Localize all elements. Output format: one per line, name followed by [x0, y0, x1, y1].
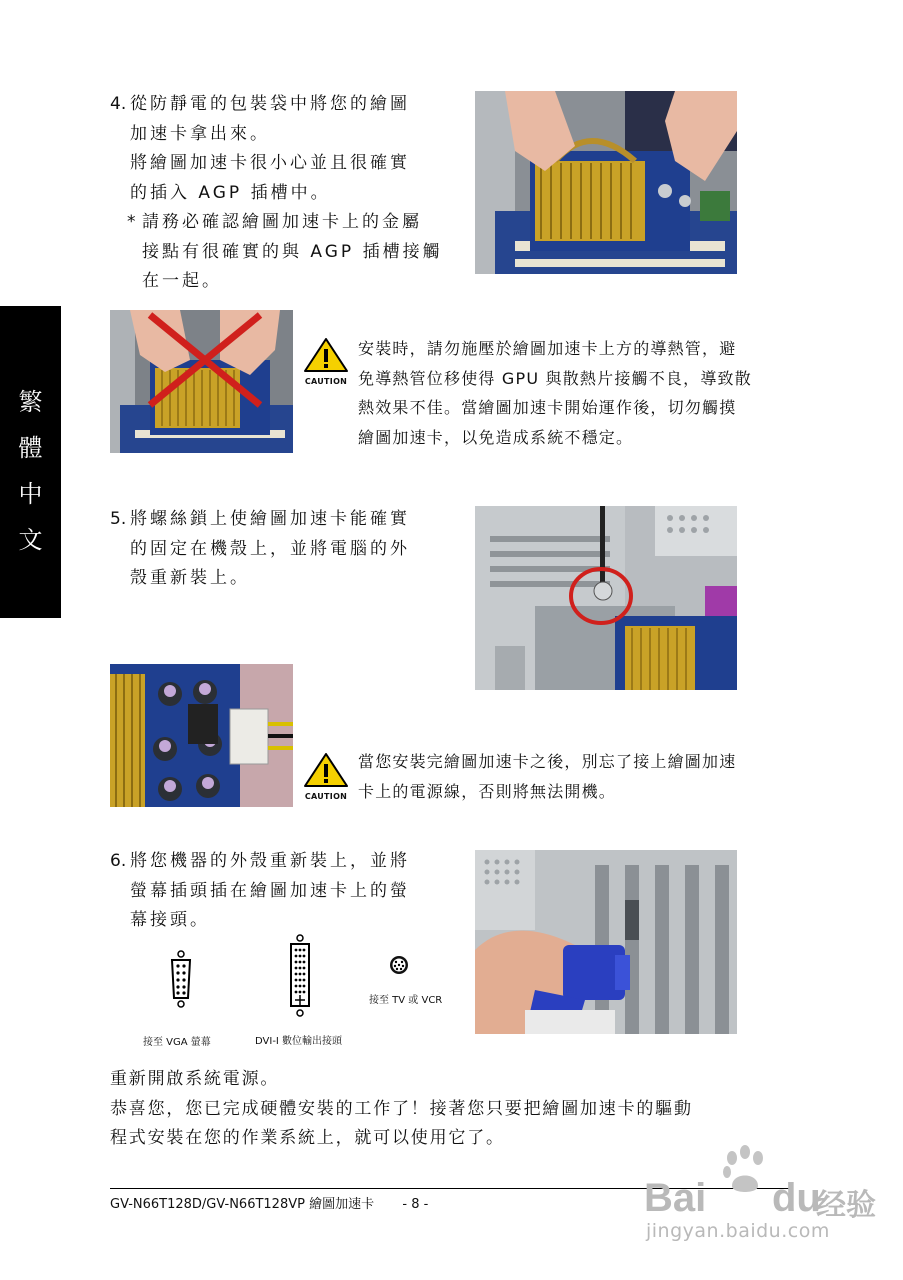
tv-out-connector-icon: [389, 955, 409, 979]
step-line: 將螺絲鎖上使繪圖加速卡能確實: [130, 509, 410, 529]
step-6-text: [110, 847, 410, 936]
side-tab-char: 體: [18, 434, 43, 462]
closing-text: [110, 1065, 693, 1154]
paw-icon: [720, 1144, 770, 1198]
photo-wrong-handling: [110, 310, 293, 453]
step-sub-line: 接點有很確實的與 AGP 插槽接觸: [142, 241, 443, 262]
caution-line: 熱效果不佳。當繪圖加速卡開始運作後，切勿觸摸: [358, 398, 737, 417]
tv-connector-label: 接至 TV 或 VCR: [369, 995, 443, 1006]
step-line: 將繪圖加速卡很小心並且很確實: [130, 153, 410, 173]
step-number: 4.: [110, 94, 127, 114]
step-line: 殼重新裝上。: [130, 568, 250, 588]
caution-line: 當您安裝完繪圖加速卡之後，別忘了接上繪圖加速: [358, 752, 737, 771]
dvi-connector-icon: [287, 934, 313, 1022]
caution-line: 免導熱管位移使得 GPU 與散熱片接觸不良，導致散: [358, 368, 752, 388]
caution-icon: [303, 752, 349, 801]
side-language-tab: [0, 306, 61, 618]
caution-line: 卡上的電源線，否則將無法開機。: [358, 781, 617, 801]
dvi-connector-label: DVI-I 數位輸出接頭: [255, 1036, 343, 1047]
closing-line: 重新開啟系統電源。: [110, 1069, 280, 1089]
watermark: [640, 1140, 876, 1250]
footer: [110, 1193, 428, 1212]
step-sub-line: 在一起。: [142, 271, 222, 291]
watermark-brand-suffix: du: [772, 1176, 821, 1220]
caution-line: 繪圖加速卡，以免造成系統不穩定。: [358, 427, 634, 447]
vga-connector-icon: [168, 950, 194, 1012]
step-4-text: [110, 90, 443, 297]
bullet-marker: *: [127, 212, 136, 232]
caution-1-text: [358, 334, 752, 452]
watermark-brand: Bai: [644, 1176, 707, 1220]
step-number: 6.: [110, 851, 127, 871]
photo-monitor-cable: [475, 850, 737, 1034]
side-tab-char: 繁: [18, 388, 43, 416]
step-line: 的插入 AGP 插槽中。: [130, 182, 331, 203]
watermark-cn: 经验: [816, 1188, 876, 1223]
step-sub-line: 請務必確認繪圖加速卡上的金屬: [142, 212, 422, 232]
photo-card-insertion: [475, 91, 737, 274]
caution-label: CAUTION: [304, 792, 348, 801]
photo-screw-fastening: [475, 506, 737, 690]
step-line: 的固定在機殼上，並將電腦的外: [130, 538, 410, 559]
watermark-url: jingyan.baidu.com: [646, 1220, 830, 1242]
caution-line: 安裝時，請勿施壓於繪圖加速卡上方的導熱管，避: [358, 339, 737, 358]
photo-power-connector: [110, 664, 293, 807]
caution-label: CAUTION: [304, 377, 348, 386]
vga-connector-label: 接至 VGA 螢幕: [143, 1037, 211, 1048]
closing-line: 恭喜您，您已完成硬體安裝的工作了！接著您只要把繪圖加速卡的驅動: [110, 1098, 693, 1119]
step-number: 5.: [110, 509, 127, 529]
step-5-text: [110, 505, 410, 594]
side-tab-char: 中: [18, 480, 43, 508]
caution-icon: [303, 337, 349, 386]
step-line: 加速卡拿出來。: [130, 123, 270, 144]
side-tab-char: 文: [18, 526, 43, 554]
footer-page-number: - 8 -: [402, 1197, 429, 1212]
step-line: 從防靜電的包裝袋中將您的繪圖: [130, 94, 410, 114]
caution-2-text: [358, 747, 736, 806]
step-line: 將您機器的外殼重新裝上，並將: [130, 851, 410, 871]
step-line: 幕接頭。: [130, 910, 210, 930]
closing-line: 程式安裝在您的作業系統上，就可以使用它了。: [110, 1128, 505, 1148]
footer-model: GV-N66T128D/GV-N66T128VP 繪圖加速卡: [110, 1197, 375, 1212]
step-line: 螢幕插頭插在繪圖加速卡上的螢: [130, 880, 410, 901]
